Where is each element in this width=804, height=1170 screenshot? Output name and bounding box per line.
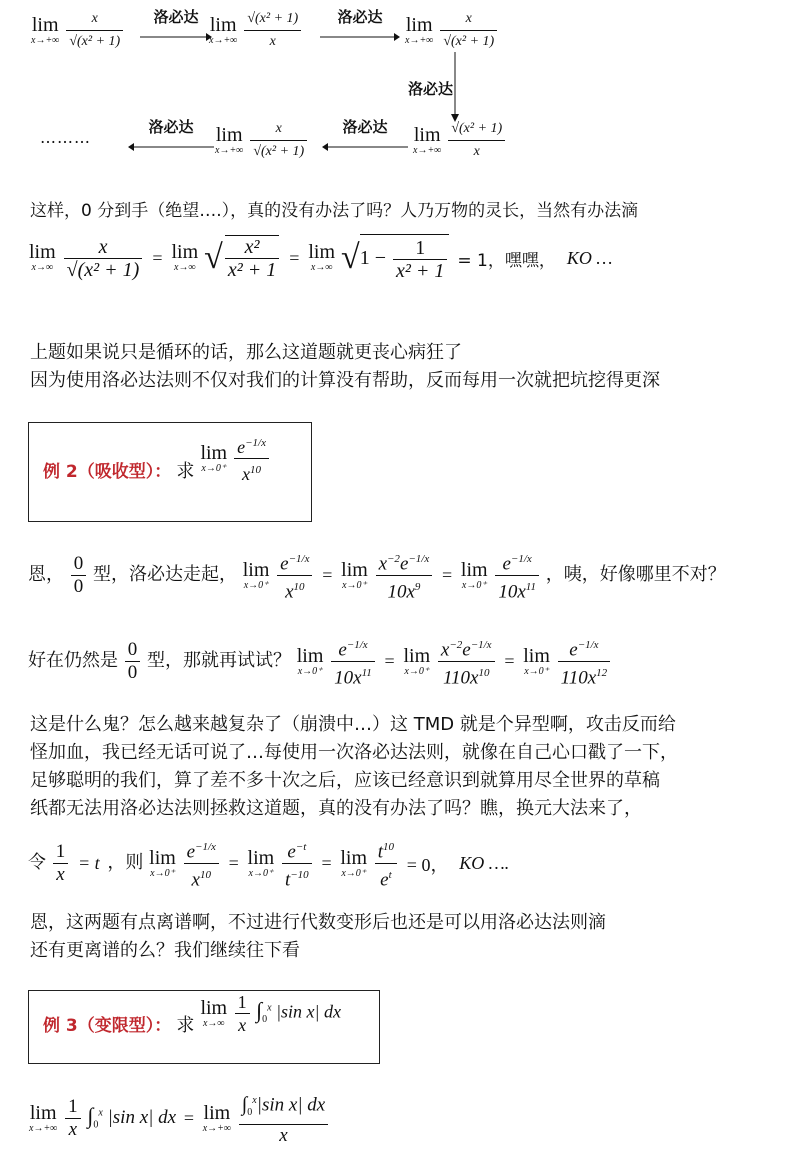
flow-expr-1: lim x→+∞ $\frac{x}{\text{√(x² + 1)}}$ xyxy=(30,8,125,53)
paragraph-1: 这样，0 分到手（绝望….），真的没有办法了吗？人乃万物的灵长，当然有办法滴 xyxy=(30,201,639,221)
paragraph-6-line-2: 怪加血，我已经无话可说了…每使用一次洛必达法则，就像在自己心口戳了一下， xyxy=(30,742,678,763)
paragraph-6-line-1: 这是什么鬼？怎么越来越复杂了（崩溃中…）这 TMD 就是个异型啊，攻击反而给 xyxy=(30,714,676,735)
flow-expr-4: lim x→+∞ $\frac{\text{√(x² + 1)}}{x}$ xyxy=(412,118,507,163)
flow-expr-3: lim x→+∞ $\frac{x}{\text{√(x² + 1)}}$ xyxy=(404,8,499,53)
paragraph-2: 上题如果说只是循环的话，那么这道题就更丧心病狂了 xyxy=(30,342,462,363)
equation-1: lim x→∞ $\frac{x}{\text{√(x² + 1)}}$ = lim x→∞ √ $\frac{\text{x²}}{\text{x² + 1}}$ = lim x→∞ √1 − $\frac{1}{\text{x² + 1}}$ = 1，嘿嘿， KO … xyxy=(29,235,613,282)
paragraph-3: 因为使用洛必达法则不仅对我们的计算没有帮助，反而每用一次就把坑挖得更深 xyxy=(30,370,660,391)
flow-arrow-4: 洛必达 xyxy=(128,116,214,156)
equation-2: 恩， $\frac{0}{0}$ 型，洛必达走起， lim x→0⁺ $\frac{e^{-1/x}}{x^{10}}$ = lim x→0⁺ $\frac{x^{-2}e^{-1/x}}{10x^9}$ = lim x→0⁺ $\frac{e^{-1/x}}{10x^{11}}$ ，咦，好像哪里不对？ xyxy=(28,553,726,603)
equation-3: 好在仍然是 $\frac{0}{0}$ 型，那就再试试？ lim x→0⁺ $\frac{e^{-1/x}}{10x^{11}}$ = lim x→0⁺ $\frac{x^{-2}e^{-1/x}}{110x^{10}}$ = lim x→0⁺ $\frac{e^{-1/x}}{110x^{12}}$ xyxy=(28,634,612,690)
paragraph-9: 还有更离谱的么？我们继续往下看 xyxy=(30,940,300,961)
flow-arrow-3: 洛必达 xyxy=(322,116,408,156)
flow-dots: ……… xyxy=(40,128,91,147)
paragraph-8: 恩，这两题有点离谱啊，不过进行代数变形后也还是可以用洛必达法则滴 xyxy=(30,912,606,933)
flow-expr-2: lim x→+∞ $\frac{\text{√(x² + 1)}}{x}$ xyxy=(208,8,303,53)
flow-arrow-2: 洛必达 xyxy=(320,6,400,46)
flow-arrow-down-label: 洛必达 xyxy=(408,80,454,98)
equation-5: lim x→+∞ $\frac{1}{x}$ $\int_0^x$ |sin x| dx = lim x→+∞ $\frac{\int_0^x|\sin x| dx}{x}$ xyxy=(28,1090,330,1147)
paragraph-6-line-4: 纸都无法用洛必达法则拯救这道题，真的没有办法了吗？瞧，换元大法来了， xyxy=(30,798,642,819)
flow-expr-5: lim x→+∞ $\frac{x}{\text{√(x² + 1)}}$ xyxy=(214,118,309,163)
flow-arrow-1: 洛必达 xyxy=(140,6,212,46)
example-3-box: 例 3（变限型）： 求 lim x→∞ $\frac{1}{x}$ $\int_0^x$ |sin x| dx xyxy=(28,990,380,1064)
equation-4: 令 $\frac{1}{x}$ = t ，则 lim x→0⁺ $\frac{e^{-1/x}}{x^{10}}$ = lim x→0⁺ $\frac{e^{-t}}{t^{-10}}$ = lim x→0⁺ $\frac{t^{10}}{e^t}$ = 0， KO …. xyxy=(28,841,510,891)
paragraph-6-line-3: 足够聪明的我们，算了差不多十次之后，应该已经意识到就算用尽全世界的草稿 xyxy=(30,770,660,791)
example-2-label: 例 2（吸收型）： xyxy=(43,462,172,482)
example-3-label: 例 3（变限型）： xyxy=(43,1016,172,1036)
example-2-box: 例 2（吸收型）： 求 lim x→0⁺ $\frac{e^{-1/x}}{x^{10}}$ xyxy=(28,422,312,522)
